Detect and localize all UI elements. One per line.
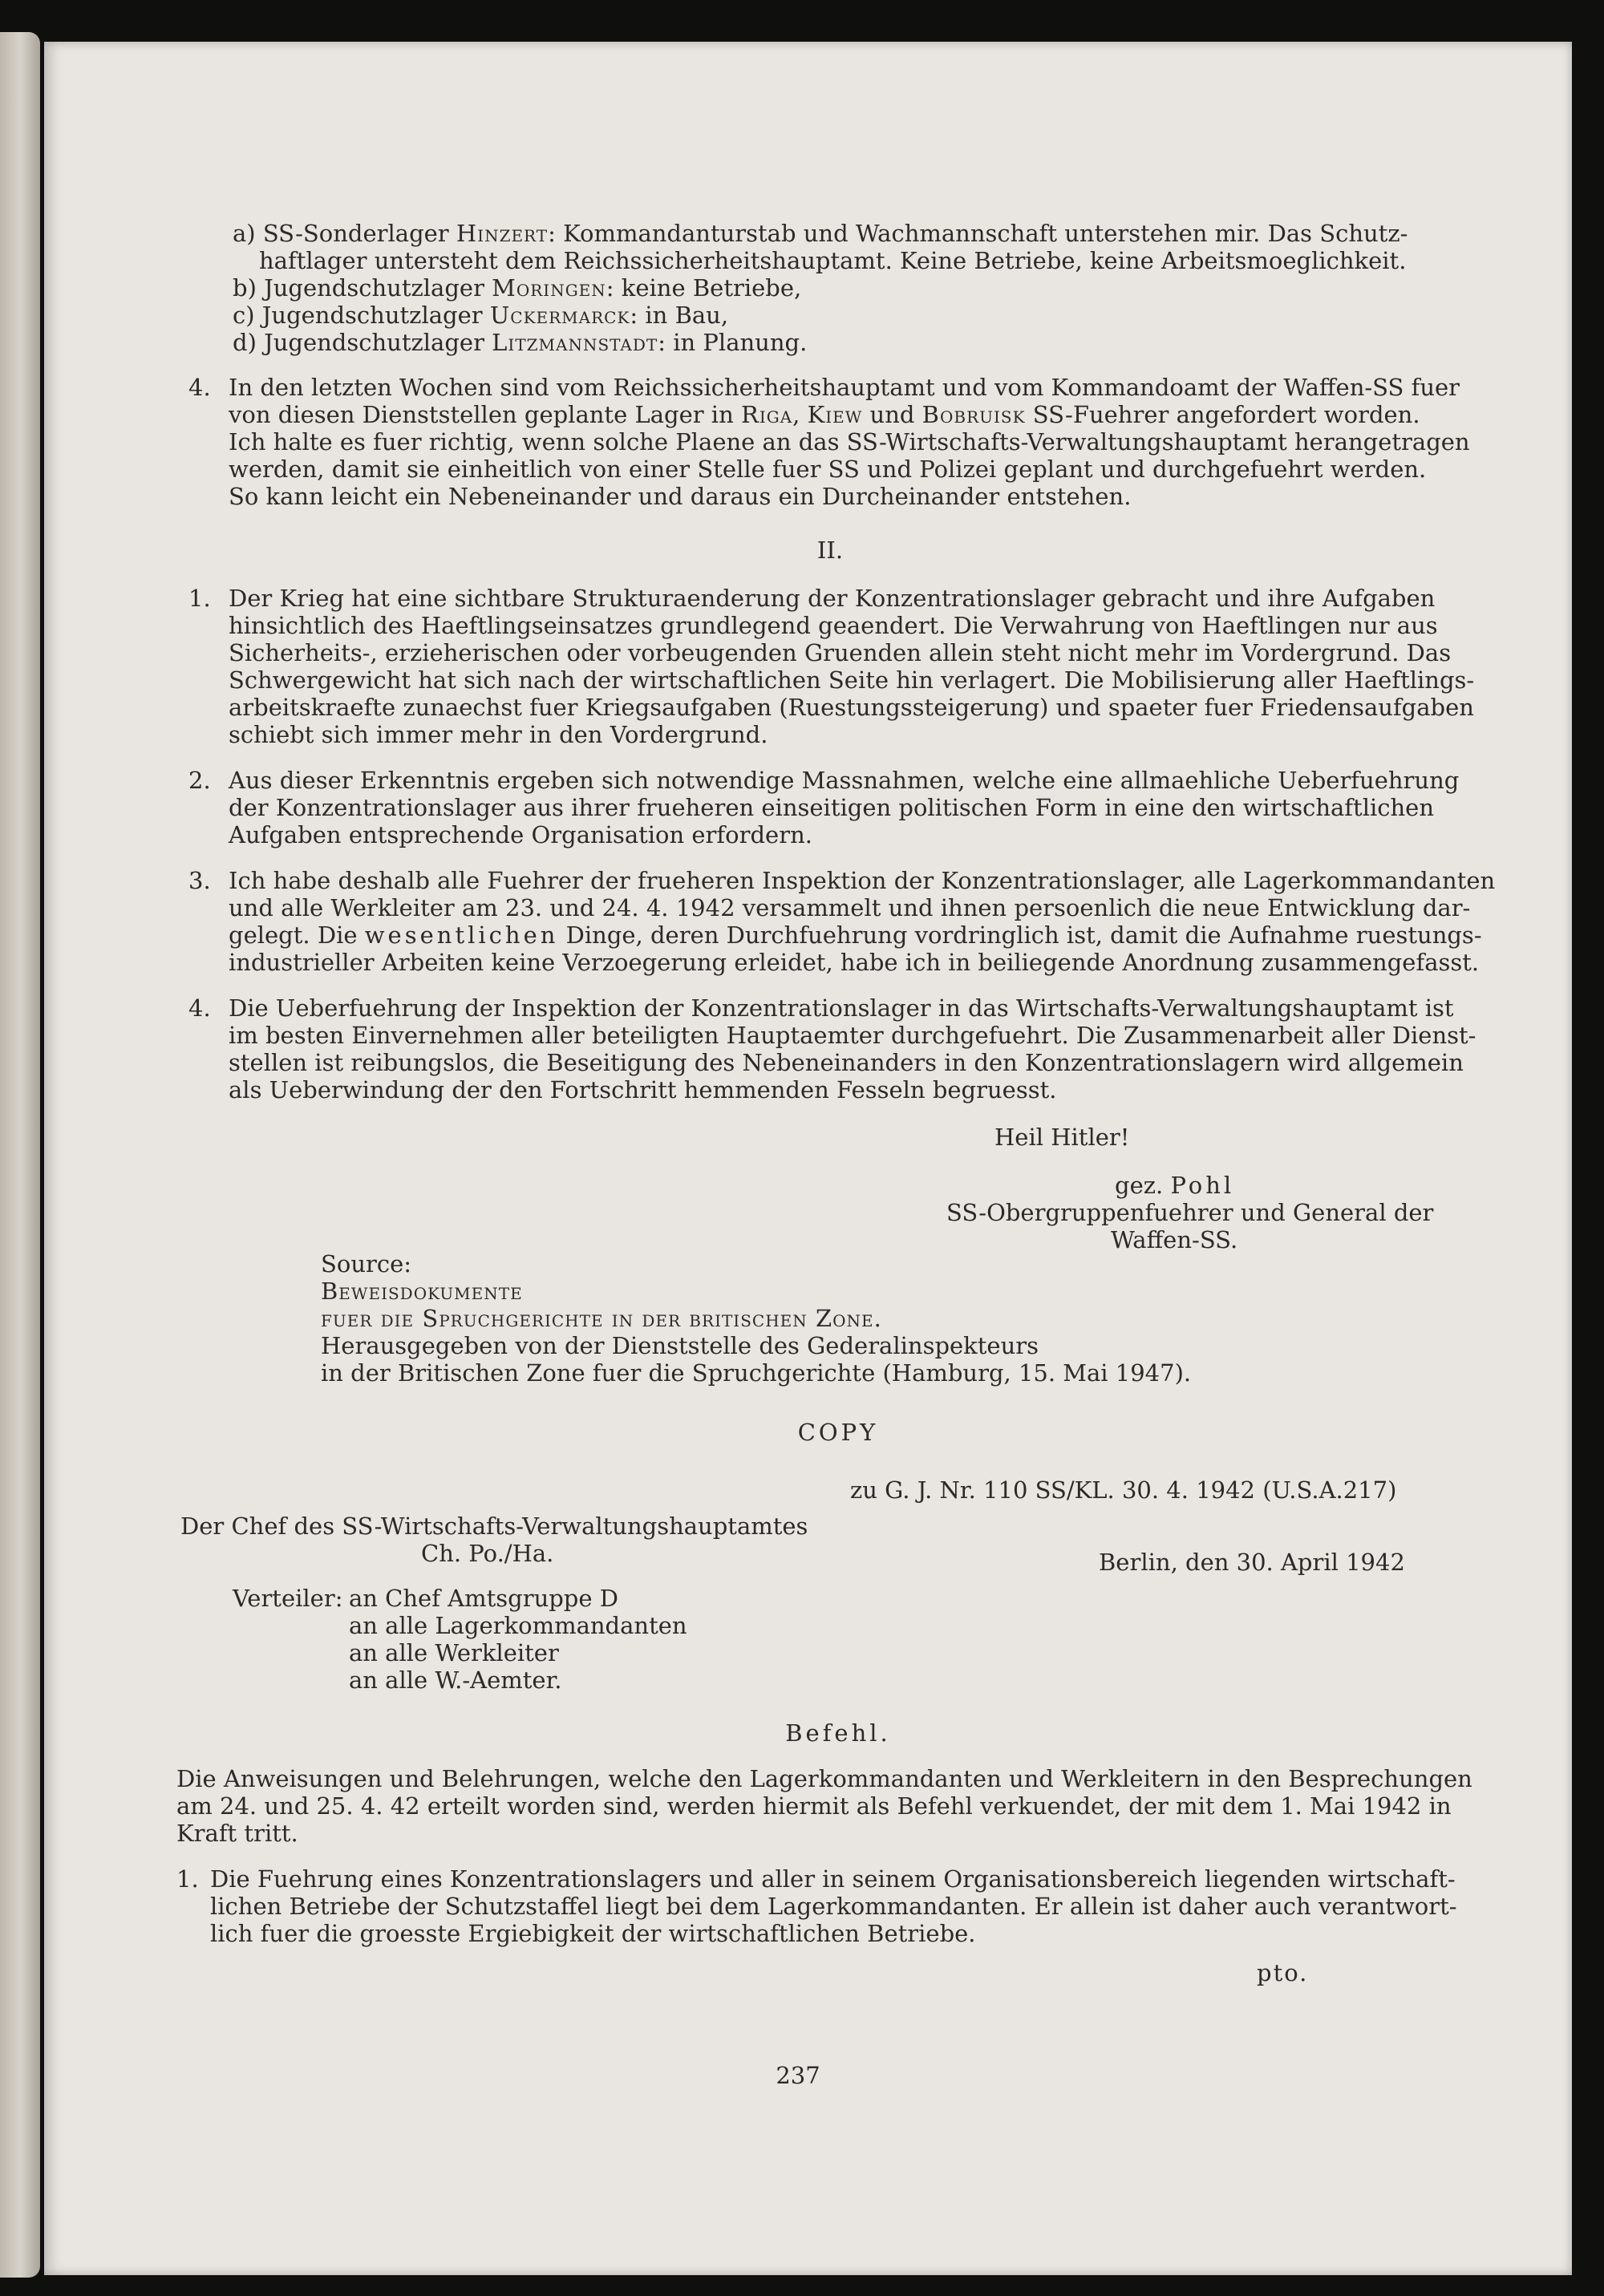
section-ii-paragraph-1-line: hinsichtlich des Haeftlingseinsatzes grundlegend geaendert. Die Verwahrung von Haeftlingen nur aus — [229, 612, 1438, 639]
befehl-line: Die Anweisungen und Belehrungen, welche den Lagerkommandanten und Werkleitern in den Besprechungen — [176, 1765, 1472, 1792]
paragraph-4-line: werden, damit sie einheitlich von einer Stelle fuer SS und Polizei geplant und durchgefuehrt werden. — [229, 456, 1427, 483]
order-1-line: Die Fuehrung eines Konzentrationslagers und aller in seinem Organisationsbereich liegenden wirtschaft- — [210, 1865, 1456, 1893]
page-number: 237 — [776, 2062, 820, 2089]
list-item-a-cont: haftlager untersteht dem Reichssicherheitshauptamt. Keine Betriebe, keine Arbeitsmoeglichkeit. — [259, 247, 1407, 274]
signature-name: gez. Pohl — [1115, 1172, 1235, 1199]
paragraph-4-line: Ich halte es fuer richtig, wenn solche Plaene an das SS-Wirtschafts-Verwaltungshauptamt herangetragen — [229, 428, 1470, 456]
paragraph-4-line: von diesen Dienststellen geplante Lager in Riga, Kiew und Bobruisk SS-Fuehrer angefordert worden. — [229, 401, 1420, 428]
distribution-label: Verteiler: — [233, 1585, 343, 1612]
distribution-item: an alle Werkleiter — [349, 1639, 559, 1666]
section-ii-paragraph-3-line: gelegt. Die wesentlichen Dinge, deren Durchfuehrung vordringlich ist, damit die Aufnahme ruestungs- — [229, 921, 1482, 949]
list-item-d: d) Jugendschutzlager Litzmannstadt: in Planung. — [233, 329, 808, 356]
source-line: Herausgegeben von der Dienststelle des Gederalinspekteurs — [321, 1332, 1039, 1359]
salutation: Heil Hitler! — [994, 1124, 1130, 1151]
copy-heading: COPY — [797, 1419, 879, 1446]
section-ii-paragraph-4-line: als Ueberwindung der den Fortschritt hemmenden Fesseln begruesst. — [229, 1076, 1057, 1103]
list-item-a: a) SS-Sonderlager Hinzert: Kommandanturstab und Wachmannschaft unterstehen mir. Das Schutz- — [233, 220, 1408, 247]
source-label: Source: — [321, 1250, 412, 1278]
distribution-item: an alle W.-Aemter. — [349, 1666, 562, 1694]
sender-line: Ch. Po./Ha. — [421, 1540, 554, 1567]
befehl-line: Kraft tritt. — [176, 1820, 298, 1847]
paragraph-4-line: So kann leicht ein Nebeneinander und daraus ein Durcheinander entstehen. — [229, 483, 1132, 510]
list-item-c: c) Jugendschutzlager Uckermarck: in Bau, — [233, 302, 729, 329]
section-ii-paragraph-1-line: Schwergewicht hat sich nach der wirtschaftlichen Seite hin verlagert. Die Mobilisierung aller Haeftlings- — [229, 666, 1475, 694]
befehl-heading: Befehl. — [785, 1719, 891, 1747]
list-item-b: b) Jugendschutzlager Moringen: keine Betriebe, — [233, 274, 802, 302]
book-binding — [0, 32, 40, 2278]
section-ii-paragraph-1-number: 1. — [188, 585, 211, 612]
section-ii-paragraph-3-number: 3. — [188, 867, 211, 894]
document-page — [44, 42, 1572, 2275]
source-title: fuer die Spruchgerichte in der britischen Zone. — [321, 1305, 882, 1332]
section-ii-paragraph-3-line: Ich habe deshalb alle Fuehrer der frueheren Inspektion der Konzentrationslager, alle Lagerkommandanten — [229, 867, 1496, 894]
section-ii-paragraph-1-line: arbeitskraefte zunaechst fuer Kriegsaufgaben (Ruestungssteigerung) und spaeter fuer Friedensaufgaben — [229, 694, 1474, 721]
source-title: Beweisdokumente — [321, 1278, 523, 1305]
befehl-line: am 24. und 25. 4. 42 erteilt worden sind, werden hiermit als Befehl verkuendet, der mit dem 1. Mai 1942 in — [176, 1792, 1452, 1820]
distribution-item: an alle Lagerkommandanten — [349, 1612, 687, 1639]
section-ii-paragraph-1-line: schiebt sich immer mehr in den Vordergrund. — [229, 721, 768, 748]
paragraph-4-line: In den letzten Wochen sind vom Reichssicherheitshauptamt und vom Kommandoamt der Waffen-SS fuer — [229, 374, 1460, 401]
section-ii-paragraph-3-line: industrieller Arbeiten keine Verzoegerung erleidet, habe ich in beiliegende Anordnung zusammengefasst. — [229, 949, 1480, 976]
section-ii-paragraph-2-line: der Konzentrationslager aus ihrer frueheren einseitigen politischen Form in eine den wirtschaftlichen — [229, 794, 1435, 821]
section-ii-paragraph-2-line: Aufgaben entsprechende Organisation erfordern. — [229, 821, 812, 848]
section-ii-paragraph-2-number: 2. — [188, 767, 211, 794]
order-1-line: lich fuer die groesste Ergiebigkeit der wirtschaftlichen Betriebe. — [210, 1920, 976, 1947]
distribution-item: an Chef Amtsgruppe D — [349, 1585, 619, 1612]
section-ii-paragraph-4-line: Die Ueberfuehrung der Inspektion der Konzentrationslager in das Wirtschafts-Verwaltungshauptamt ist — [229, 994, 1454, 1022]
section-ii-paragraph-1-line: Der Krieg hat eine sichtbare Strukturaenderung der Konzentrationslager gebracht und ihre Aufgaben — [229, 585, 1436, 612]
order-1-number: 1. — [176, 1865, 199, 1893]
letter-date: Berlin, den 30. April 1942 — [1099, 1549, 1405, 1576]
section-ii-paragraph-4-line: stellen ist reibungslos, die Beseitigung des Nebeneinanders in den Konzentrationslagern wird allgemein — [229, 1049, 1464, 1076]
paragraph-4-number: 4. — [188, 374, 211, 401]
signature-rank: SS-Obergruppenfuehrer und General der — [946, 1199, 1434, 1226]
order-1-line: lichen Betriebe der Schutzstaffel liegt bei dem Lagerkommandanten. Er allein ist daher auch verantwort- — [210, 1893, 1457, 1920]
reference-number: zu G. J. Nr. 110 SS/KL. 30. 4. 1942 (U.S.A.217) — [850, 1476, 1397, 1504]
section-heading-ii: II. — [816, 537, 844, 564]
signature-rank: Waffen-SS. — [1111, 1226, 1238, 1253]
source-line: in der Britischen Zone fuer die Spruchgerichte (Hamburg, 15. Mai 1947). — [321, 1359, 1192, 1387]
please-turn-over: pto. — [1257, 1959, 1309, 1986]
section-ii-paragraph-4-number: 4. — [188, 994, 211, 1022]
section-ii-paragraph-1-line: Sicherheits-, erzieherischen oder vorbeugenden Gruenden allein steht nicht mehr im Vordergrund. Das — [229, 639, 1452, 666]
section-ii-paragraph-2-line: Aus dieser Erkenntnis ergeben sich notwendige Massnahmen, welche eine allmaehliche Ueberfuehrung — [229, 767, 1460, 794]
section-ii-paragraph-4-line: im besten Einvernehmen aller beteiligten Hauptaemter durchgefuehrt. Die Zusammenarbeit aller Dienst- — [229, 1022, 1476, 1049]
sender-line: Der Chef des SS-Wirtschafts-Verwaltungshauptamtes — [180, 1512, 808, 1540]
section-ii-paragraph-3-line: und alle Werkleiter am 23. und 24. 4. 1942 versammelt und ihnen persoenlich die neue Entwicklung dar- — [229, 894, 1471, 921]
